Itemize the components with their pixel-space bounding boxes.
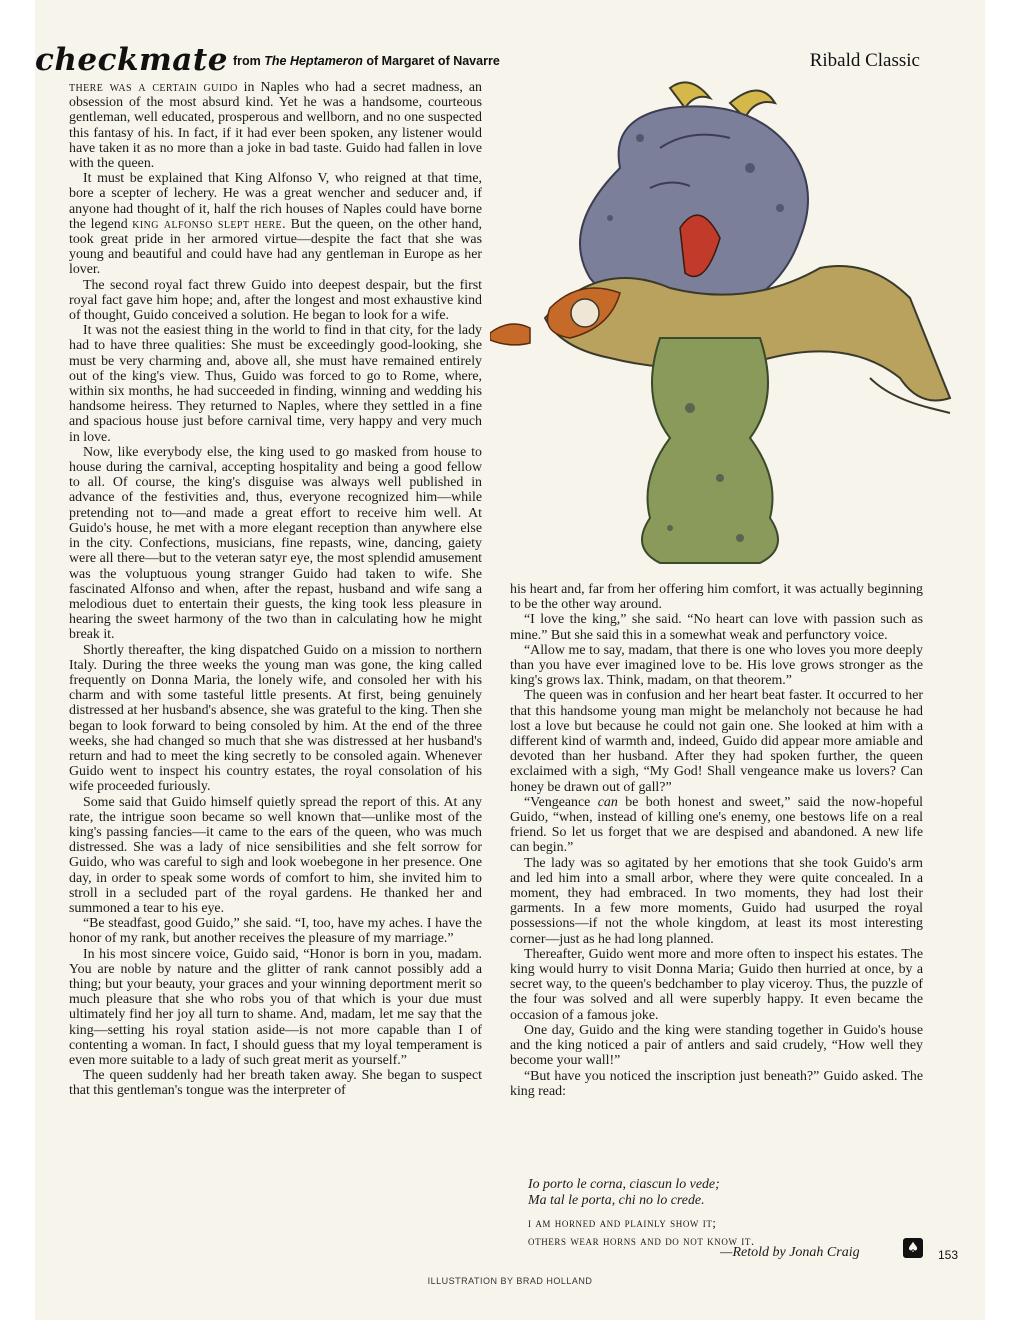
- paragraph: “I love the king,” she said. “No heart can love with passion such as mine.” But she said this in a somewhat weak and perfunctory voice.: [510, 612, 923, 643]
- legend-text: king alfonso slept here.: [132, 216, 286, 232]
- illustration: [490, 78, 960, 573]
- woman-face-shape: [571, 299, 599, 327]
- left-column: [69, 80, 482, 1270]
- paragraph: It was not the easiest thing in the world to find in that city, for the lady had to have three qualities: She must be exceedingly good-looking, she must be very charming and, above all, she must have remained entirely out of the king's view. Thus, Guido was forced to go to Rome, where, within six months, he had succeeded in finding, winning and wedding his handsome heiress. They returned to Naples, where they settled in a fine and spacious house just before carnival time, very happy and very much in love.: [69, 323, 482, 445]
- paragraph: Now, like everybody else, the king used to go masked from house to house during the carnival, accepting hospitality and being a good fellow to all. Of course, the king's disguise was always well published in advance of the festivities and, thus, everyone recognized him—while pretending not to—and made a great effort to receive him well. At Guido's house, he met with a more elegant reception than anywhere else in the city. Confections, musicians, fine repasts, wine, dancing, gaiety were all there—but to the veteran satyr eye, the most splendid amusement was the voluptuous young stranger Guido had taken to wife. She fascinated Alfonso and when, after the repast, husband and wife sang a melodious duet to entertain their guests, the king took less pleasure in hearing the sweet harmony of the two than in calculating how he might break it.: [69, 444, 482, 643]
- crown-icon: [490, 324, 530, 345]
- paragraph: his heart and, far from her offering him comfort, it was actually beginning to be the other way around.: [510, 582, 923, 613]
- inscription-verse: [528, 1177, 908, 1249]
- paragraph: [69, 171, 482, 277]
- emphasis: can: [597, 794, 618, 810]
- page-number: 153: [938, 1248, 959, 1262]
- paragraph-text: in Naples who had a secret madness, an obsession of the most absurd kind. Yet he was a handsome, courteous gentleman, well educated, prosperous and wellborn, and no one suspected this fantasy of his. In fact, if it had ever been spoken, any listener would have taken it as no more than a joke in bad taste. Guido had fallen in love with the queen.: [69, 80, 482, 172]
- paragraph: Some said that Guido himself quietly spread the report of this. At any rate, the intrigue soon became so well known that—unlike most of the king's passing fancies—it came to the ears of the queen, who was much distressed. She was a lady of nice sensibilities and she felt sorrow for Guido, who was careful to sigh and look woebegone in her presence. One day, in order to speak some words of comfort to him, she invited him to stroll in a secluded part of the royal gardens. He thanked her and summoned a tear to his eye.: [69, 794, 482, 916]
- paragraph: The second royal fact threw Guido into deepest despair, but the first royal fact gave him hope; and, after the longest and most exhaustive kind of thought, Guido conceived a solution. He began to look for a wife.: [69, 277, 482, 324]
- article-header: [35, 42, 920, 82]
- section-label: Ribald Classic: [809, 50, 920, 71]
- paragraph: In his most sincere voice, Guido said, “Honor is born in you, madam. You are noble by nature and the glitter of rank cannot possibly add a thing; but your beauty, your graces and your winning deportment merit so much pleasure that she who robs you of that which is your due must ultimately find her joy all turn to shame. And, madam, let me say that the king—setting his royal station aside—is not more capable than I of contenting a woman. In fact, I should guess that my loyal temperament is even more suitable to a lady of such great merit as yourself.”: [69, 946, 482, 1068]
- right-column: [510, 582, 923, 1099]
- paragraph: “Allow me to say, madam, that there is one who loves you more deeply than you have ever imagined love to be. His love grows stronger as the king's grows lax. Think, madam, on that theorem.”: [510, 642, 923, 689]
- paragraph-text: be both honest and sweet,” said the now-hopeful Guido, “when, instead of killing one's enemy, one bestows life on a real friend. So let us forget that we are despised and abandoned. A new life can begin.”: [510, 794, 924, 856]
- paragraph: [510, 795, 923, 856]
- paragraph: The queen suddenly had her breath taken away. She began to suspect that this gentleman's tongue was the interpreter of: [69, 1068, 482, 1099]
- paragraph-text: It must be explained that King Alfonso V, who reigned at that time, bore a scepter of lechery. He was a great wencher and seducer and, if anyone had thought of it, half the rich houses of Naples could have borne the legend: [69, 171, 482, 232]
- left-horn-icon: [670, 82, 710, 108]
- bunny-logo-icon: [903, 1238, 923, 1258]
- paragraph: One day, Guido and the king were standing together in Guido's house and the king noticed a pair of antlers and said crudely, “How well they become your wall!”: [510, 1022, 923, 1069]
- byline-from: from: [233, 54, 261, 68]
- retold-credit: —Retold by Jonah Craig: [720, 1245, 860, 1260]
- paragraph: “But have you noticed the inscription just beneath?” Guido asked. The king read:: [510, 1068, 923, 1099]
- paragraph: [69, 80, 482, 171]
- verse-translation-line: others wear horns and do not know it.: [528, 1234, 755, 1248]
- paragraph-text: But the queen, on the other hand, took great pride in her armored virtue—despite the fact that she was young and beautiful and could have had any gentleman in Europe as her lover.: [69, 216, 482, 278]
- lead-in: there was a certain guido: [69, 80, 238, 95]
- verse-line: Ma tal le porta, chi no lo crede.: [528, 1193, 705, 1208]
- paragraph-text: “Vengeance: [524, 794, 598, 810]
- verse-translation-line: i am horned and plainly show it;: [528, 1216, 717, 1230]
- logo-glyph: ♠: [906, 1240, 920, 1256]
- paragraph: Shortly thereafter, the king dispatched Guido on a mission to northern Italy. During the three weeks the young man was gone, the king called frequently on Donna Maria, the lonely wife, and consoled her with his charm and with some tasteful little presents. At first, being genuinely distressed at her husband's absence, she was grateful to the king. Then she began to look forward to being consoled by him. At the end of the three weeks, she had changed so much that she was distressed at her husband's return and had to meet the king secretly to be consoled again. Whenever Guido went to inspect his country estates, the royal consolation of his wife proceeded furiously.: [69, 642, 482, 795]
- book-title: The Heptameron: [264, 54, 363, 68]
- illustration-credit: ILLUSTRATION BY BRAD HOLLAND: [427, 1276, 593, 1286]
- pedestal-shape: [642, 338, 778, 563]
- article-title: checkmate: [35, 42, 228, 78]
- paragraph: The lady was so agitated by her emotions that she took Guido's arm and led him into a small arbor, where they were quite concealed. In a moment, they had embraced. In two moments, they had lost their garments. In a few more moments, Guido had usurped the royal possessions—if not the whole kingdom, at least its most interesting corner—just as he had long planned.: [510, 855, 923, 947]
- paragraph: “Be steadfast, good Guido,” she said. “I, too, have my aches. I have the honor of my rank, but another receives the pleasure of my marriage.”: [69, 916, 482, 947]
- paragraph: Thereafter, Guido went more and more often to inspect his estates. The king would hurry to visit Donna Maria; Guido then hurried at once, by a secret way, to the queen's bedchamber to play viceroy. Thus, the puzzle of the four was solved and all were superbly happy. It even became the occasion of a famous joke.: [510, 946, 923, 1023]
- byline: [233, 54, 500, 68]
- byline-author: of Margaret of Navarre: [366, 54, 500, 68]
- illustration-lovers-on-horned-figure-icon: [490, 78, 960, 573]
- paragraph: The queen was in confusion and her heart beat faster. It occurred to her that this handsome young man might be melancholy not because he had lost a love but because he could not gain one. She looked at him with a different kind of warmth and, indeed, Guido did appear more amiable and devoted than her husband. After they had spoken further, the queen exclaimed with a sigh, “My God! Shall vengeance make us lovers? Can honey be drawn out of gall?”: [510, 688, 923, 795]
- verse-line: Io porto le corna, ciascun lo vede;: [528, 1177, 720, 1192]
